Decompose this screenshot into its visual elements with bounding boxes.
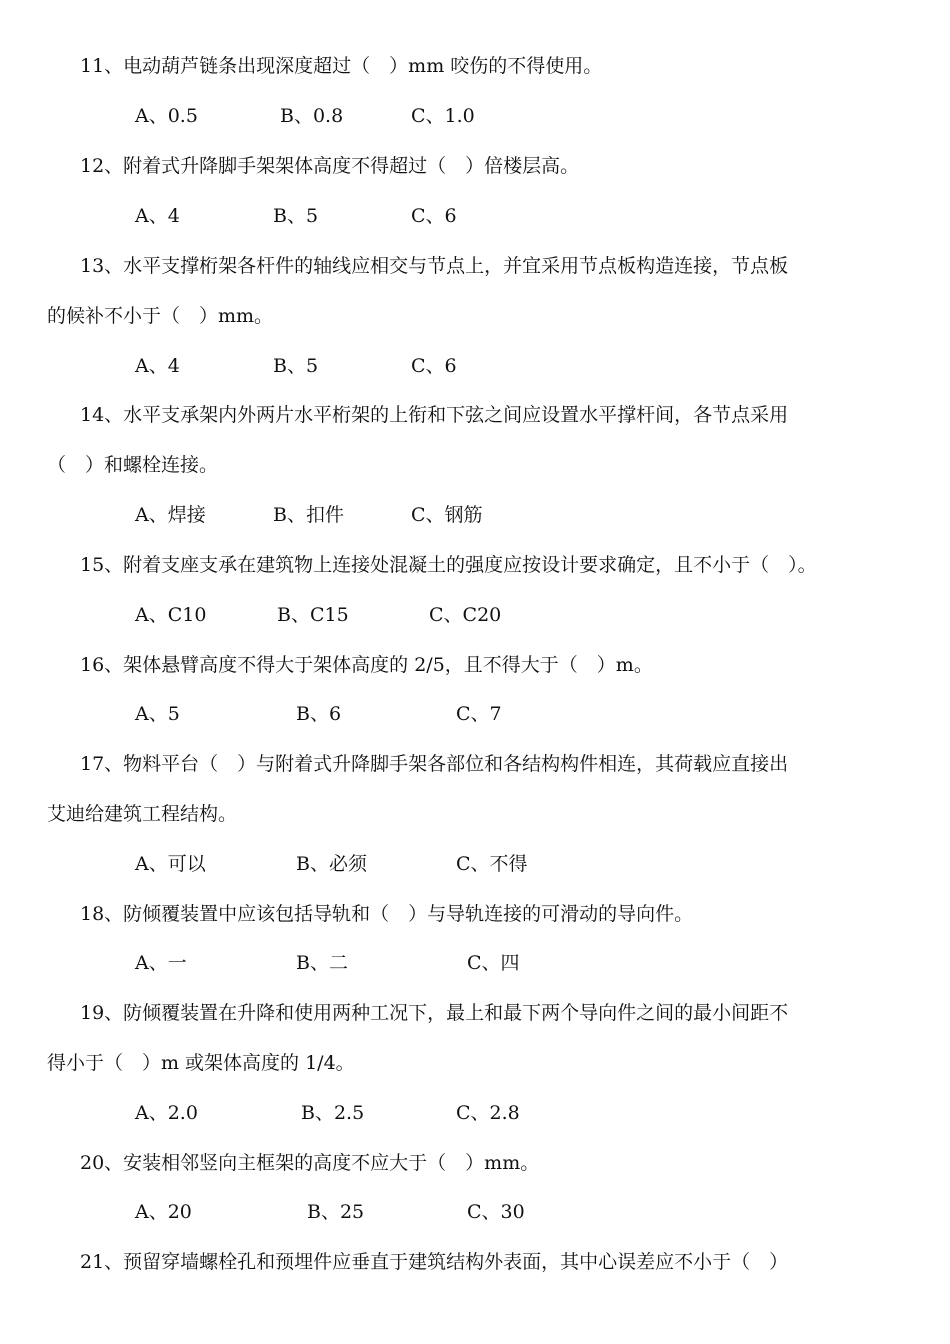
option-a: A、2.0 bbox=[135, 1102, 198, 1124]
question-13-text: 13、水平支撑桁架各杆件的轴线应相交与节点上，并宜采用节点板构造连接，节点板 bbox=[80, 255, 789, 277]
option-b: B、2.5 bbox=[301, 1102, 365, 1124]
question-16-options bbox=[0, 694, 950, 734]
question-15-options bbox=[0, 595, 950, 635]
question-18-options bbox=[0, 943, 950, 983]
question-18-text: 18、防倾覆装置中应该包括导轨和（ ）与导轨连接的可滑动的导向件。 bbox=[80, 903, 694, 925]
question-16-text: 16、架体悬臂高度不得大于架体高度的 2/5，且不得大于（ ）m。 bbox=[80, 654, 653, 676]
option-b: B、必须 bbox=[296, 853, 367, 875]
option-c: C、7 bbox=[456, 703, 502, 725]
option-c: C、30 bbox=[467, 1201, 525, 1223]
option-b: B、扣件 bbox=[273, 504, 344, 526]
option-c: C、C20 bbox=[429, 604, 502, 626]
option-a: A、5 bbox=[135, 703, 180, 725]
question-12-text: 12、附着式升降脚手架架体高度不得超过（ ）倍楼层高。 bbox=[80, 155, 580, 177]
question-11-text: 11、电动葫芦链条出现深度超过（ ）mm 咬伤的不得使用。 bbox=[80, 55, 603, 77]
option-a: A、20 bbox=[135, 1201, 192, 1223]
option-a: A、可以 bbox=[135, 853, 206, 875]
option-b: B、6 bbox=[296, 703, 342, 725]
option-b: B、二 bbox=[296, 952, 348, 974]
question-20-options bbox=[0, 1192, 950, 1232]
question-17-text: 17、物料平台（ ）与附着式升降脚手架各部位和各结构构件相连，其荷载应直接出 bbox=[80, 753, 789, 775]
option-b: B、5 bbox=[273, 355, 319, 377]
option-c: C、6 bbox=[411, 355, 457, 377]
question-15-text: 15、附着支座支承在建筑物上连接处混凝土的强度应按设计要求确定，且不小于（ ）。 bbox=[80, 554, 817, 576]
option-c: C、不得 bbox=[456, 853, 528, 875]
question-14-text: 14、水平支承架内外两片水平桁架的上衔和下弦之间应设置水平撑杆间，各节点采用 bbox=[80, 404, 789, 426]
question-21-text: 21、预留穿墙螺栓孔和预埋件应垂直于建筑结构外表面，其中心误差应不小于（ ） bbox=[80, 1251, 789, 1273]
option-a: A、C10 bbox=[135, 604, 207, 626]
option-b: B、25 bbox=[307, 1201, 365, 1223]
option-c: C、2.8 bbox=[456, 1102, 520, 1124]
option-a: A、一 bbox=[135, 952, 187, 974]
question-19-text: 19、防倾覆装置在升降和使用两种工况下，最上和最下两个导向件之间的最小间距不 bbox=[80, 1002, 789, 1024]
question-14-text-cont: （ ）和螺栓连接。 bbox=[47, 454, 219, 476]
option-a: A、4 bbox=[135, 205, 180, 227]
option-b: B、C15 bbox=[277, 604, 349, 626]
question-20-text: 20、安装相邻竖向主框架的高度不应大于（ ）mm。 bbox=[80, 1152, 540, 1174]
option-a: A、4 bbox=[135, 355, 180, 377]
question-19-text-cont: 得小于（ ）m 或架体高度的 1/4。 bbox=[47, 1052, 355, 1074]
question-17-text-cont: 艾迪给建筑工程结构。 bbox=[47, 803, 238, 825]
option-b: B、5 bbox=[273, 205, 319, 227]
option-c: C、1.0 bbox=[411, 105, 475, 127]
option-a: A、焊接 bbox=[135, 504, 206, 526]
option-c: C、钢筋 bbox=[411, 504, 483, 526]
question-17-options bbox=[0, 844, 950, 884]
option-a: A、0.5 bbox=[135, 105, 198, 127]
option-b: B、0.8 bbox=[280, 105, 344, 127]
option-c: C、四 bbox=[467, 952, 520, 974]
question-13-options bbox=[0, 346, 950, 386]
question-14-options bbox=[0, 495, 950, 535]
option-c: C、6 bbox=[411, 205, 457, 227]
question-11-options bbox=[0, 96, 950, 136]
question-13-text-cont: 的候补不小于（ ）mm。 bbox=[47, 305, 274, 327]
question-12-options bbox=[0, 196, 950, 236]
question-19-options bbox=[0, 1093, 950, 1133]
